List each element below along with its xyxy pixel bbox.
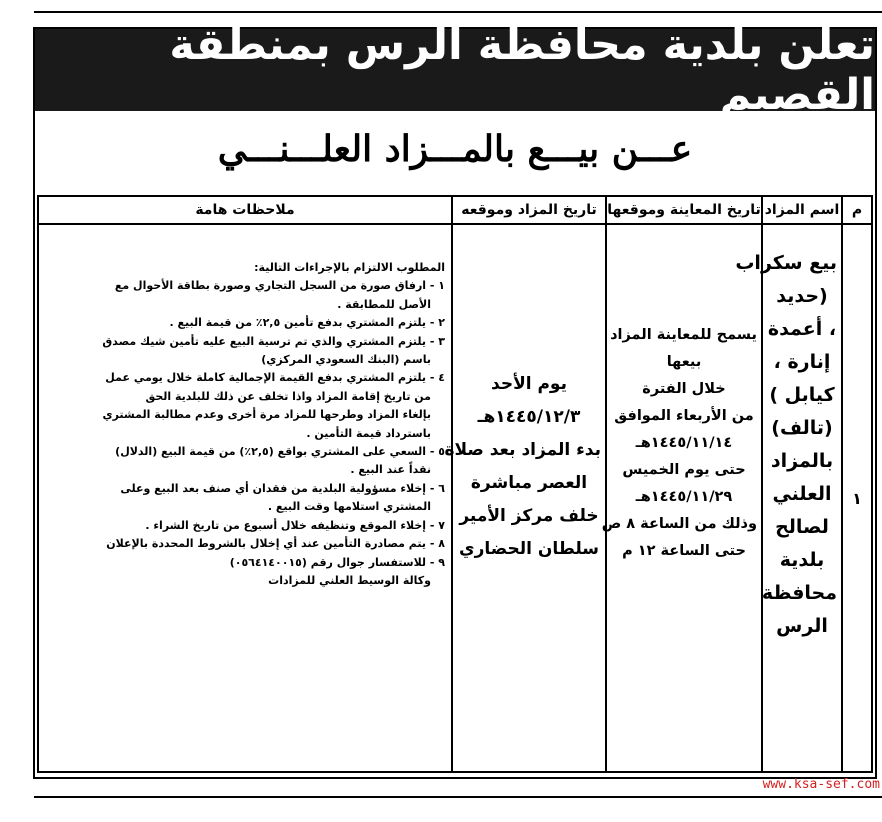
note-line: ٩ - للاستفسار جوال رقم (٠٥٦٤١٤٠٠١٥)	[229, 555, 445, 569]
cell-line: محافظة	[761, 582, 837, 604]
note-line: ٦ - إخلاء مسؤولية البلدية من فقدان أي صنف بعد البيع وعلى	[120, 481, 445, 495]
auction-name-cell	[735, 224, 842, 772]
cell-line: خلف مركز الأمير	[459, 506, 599, 526]
note-line: ١ - ارفاق صورة من السجل التجاري وصورة بطاقة الأحوال مع	[114, 279, 445, 293]
notes-cell	[38, 224, 452, 772]
cell-line: العلني	[772, 483, 832, 505]
cell-line: ١٤٤٥/١٢/٣هـ	[477, 407, 581, 427]
announcement-subtitle: عـــن بيـــع بالمـــزاد العلـــنـــي	[217, 128, 693, 170]
announcement-title: تعلن بلدية محافظة الرس بمنطقة القصيم	[35, 29, 875, 111]
announcement-frame	[33, 20, 877, 779]
cell-line: حتى يوم الخميس	[622, 462, 746, 478]
cell-line: خلال الفترة	[642, 381, 726, 397]
note-line: ٢ - يلتزم المشتري بدفع تأمين ٢,٥٪ من قيمة البيع .	[169, 316, 445, 330]
column-header-inspection: تاريخ المعاينة وموقعها	[606, 196, 762, 224]
cell-line: بالمزاد	[770, 450, 834, 472]
note-line: ٤ - يلتزم المشتري بدفع القيمة الإجمالية كاملة خلال يومي عمل	[105, 371, 445, 385]
cell-line: (حديد	[776, 285, 828, 307]
cell-line: (تالف)	[771, 417, 833, 439]
note-line: ٥ - السعي على المشتري بواقع (٢,٥٪) من قيمة البيع (الدلال)	[115, 445, 445, 459]
cell-line: كيابل )	[769, 384, 835, 406]
column-header-notes: ملاحظات هامة	[38, 196, 452, 224]
cell-line: بيع سكراب	[735, 252, 837, 274]
cell-line: يوم الأحد	[491, 374, 567, 394]
table-row	[38, 224, 872, 772]
inspection-cell	[601, 224, 762, 772]
cell-line: سلطان الحضاري	[459, 539, 599, 559]
cell-line: وذلك من الساعة ٨ ص	[601, 516, 757, 532]
cell-line: لصالح	[775, 516, 829, 538]
note-line: باسم (البنك السعودي المركزي)	[261, 353, 431, 367]
column-header-auction-name: اسم المزاد	[762, 196, 842, 224]
note-line: المشتري استلامها وقت البيع .	[267, 500, 431, 514]
cell-line: إنارة ،	[773, 351, 831, 373]
note-line: نقداً عند البيع .	[350, 463, 431, 477]
cell-line: ، أعمدة	[767, 318, 837, 340]
note-line: ٧ - إخلاء الموقع وتنظيفه خلال أسبوع من تاريخ الشراء .	[145, 518, 445, 532]
top-rule	[34, 11, 882, 13]
cell-line: حتى الساعة ١٢ م	[622, 543, 746, 559]
auction-date-cell	[444, 224, 606, 772]
column-header-auction-date: تاريخ المزاد وموقعه	[452, 196, 606, 224]
cell-line: من الأربعاء الموافق	[614, 408, 754, 424]
cell-line: ١٤٤٥/١١/٢٩هـ	[635, 489, 733, 505]
cell-line: بلدية	[779, 549, 825, 571]
note-line: ٣ - يلتزم المشتري والذي تم ترسية البيع عليه تأمين شيك مصدق	[102, 334, 445, 348]
column-header-number: م	[842, 196, 872, 224]
note-line: بإلغاء المزاد وطرحها للمزاد مرة أخرى وعدم مطالبة المشتري	[102, 408, 431, 422]
auction-table	[37, 195, 873, 773]
cell-line: ١٤٤٥/١١/١٤هـ	[635, 435, 733, 451]
cell-line: بيعها	[666, 354, 702, 370]
cell-line: بدء المزاد بعد صلاة	[444, 440, 601, 460]
footer-url: www.ksa-sef.com	[762, 777, 880, 792]
cell-line: العصر مباشرة	[470, 473, 588, 493]
cell-line: الرس	[776, 615, 828, 637]
bottom-rule	[34, 796, 882, 798]
note-line: ٨ - يتم مصادرة التأمين عند أي إخلال بالشروط المحددة بالإعلان	[106, 537, 445, 551]
note-line: باسترداد قيمة التأمين .	[306, 426, 431, 440]
note-line: الأصل للمطابقة .	[337, 297, 431, 311]
row-number: ١	[842, 224, 872, 772]
note-line: المطلوب الالتزام بالإجراءات التالية:	[254, 261, 445, 274]
note-line: وكالة الوسيط العلني للمزادات	[268, 573, 431, 587]
note-line: من تاريخ إقامة المزاد واذا تخلف عن ذلك للبلدية الحق	[145, 389, 431, 403]
table-header-row	[38, 196, 872, 224]
cell-line: يسمح للمعاينة المزاد	[610, 327, 757, 343]
